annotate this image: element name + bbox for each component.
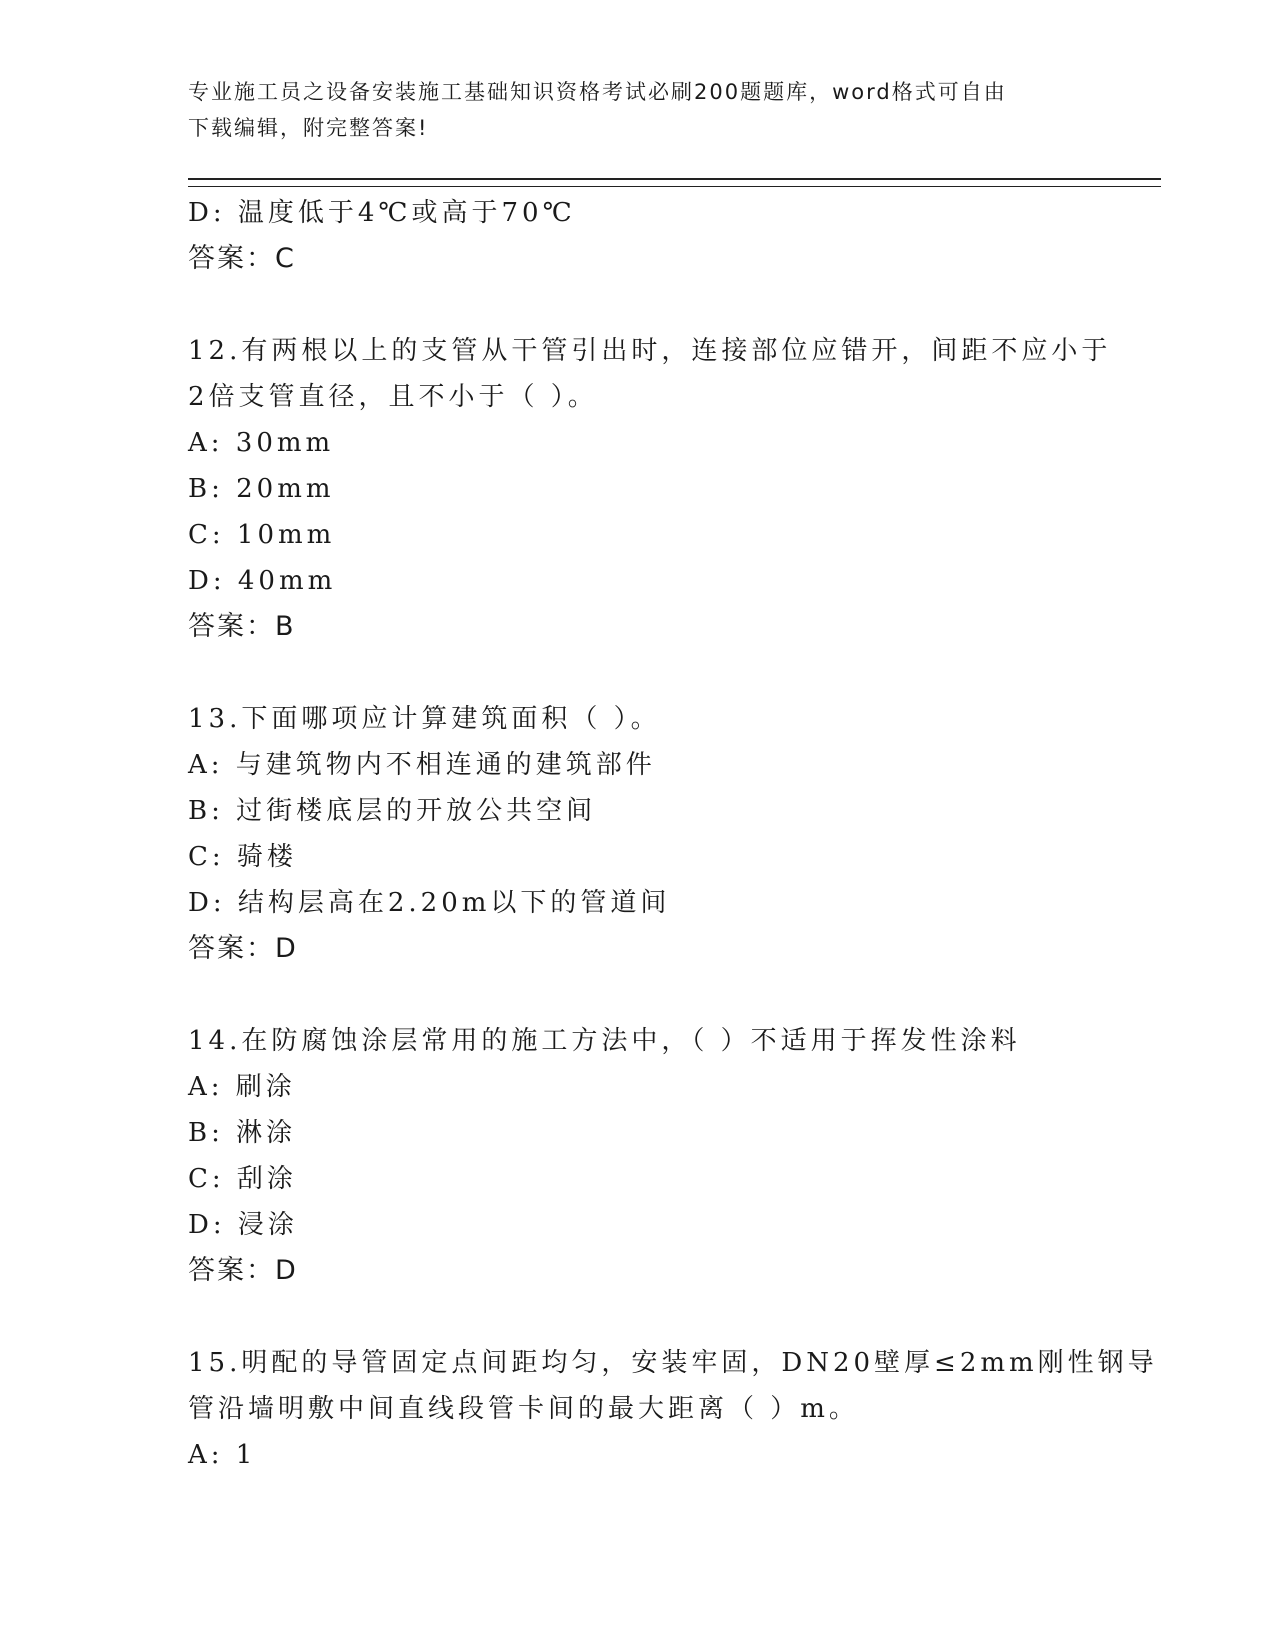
- option-c: C: 骑楼: [188, 842, 297, 872]
- option-a: A: 与建筑物内不相连通的建筑部件: [188, 750, 656, 780]
- answer-line: 答案：D: [188, 933, 298, 964]
- option-d: D: 结构层高在2.20m以下的管道间: [188, 888, 671, 918]
- option-c: C: 刮涂: [188, 1164, 297, 1194]
- option-d: D: 40mm: [188, 566, 337, 596]
- question-12: [188, 328, 1112, 650]
- question-spacer: [188, 1294, 1088, 1340]
- question-13: [188, 696, 1088, 972]
- header-divider: [188, 178, 1161, 187]
- option-d: D: 温度低于4℃或高于70℃: [188, 198, 576, 228]
- question-15: [188, 1340, 1158, 1478]
- question-stem-line: 13.下面哪项应计算建筑面积（ ）。: [188, 704, 661, 734]
- answer-line: 答案：B: [188, 611, 296, 642]
- document-header: [188, 74, 1088, 146]
- question-list: [188, 190, 1158, 1478]
- option-b: B: 20mm: [188, 474, 335, 504]
- question-spacer: [188, 282, 1088, 328]
- question-stem-line: 2倍支管直径，且不小于（ ）。: [188, 382, 598, 412]
- question-spacer: [188, 972, 1088, 1018]
- option-a: A: 30mm: [188, 428, 335, 458]
- question-stem-line: 12.有两根以上的支管从干管引出时，连接部位应错开，间距不应小于: [188, 336, 1112, 366]
- option-a: A: 刷涂: [188, 1072, 296, 1102]
- header-line-2: 下载编辑，附完整答案!: [188, 116, 429, 140]
- option-b: B: 过街楼底层的开放公共空间: [188, 796, 597, 826]
- answer-line: 答案：C: [188, 243, 296, 274]
- option-b: B: 淋涂: [188, 1118, 297, 1148]
- option-c: C: 10mm: [188, 520, 336, 550]
- question-stem-line: 15.明配的导管固定点间距均匀，安装牢固，DN20壁厚≤2mm刚性钢导: [188, 1348, 1158, 1378]
- question-14: [188, 1018, 1088, 1294]
- option-d: D: 浸涂: [188, 1210, 298, 1240]
- header-line-1: 专业施工员之设备安装施工基础知识资格考试必刷200题题库，word格式可自由: [188, 80, 1007, 104]
- option-a: A: 1: [188, 1440, 257, 1470]
- question-stem-line: 14.在防腐蚀涂层常用的施工方法中，（ ）不适用于挥发性涂料: [188, 1026, 1021, 1056]
- question-stem-line: 管沿墙明敷中间直线段管卡间的最大距离（ ）m。: [188, 1394, 859, 1424]
- answer-line: 答案：D: [188, 1255, 298, 1286]
- question-spacer: [188, 650, 1088, 696]
- question-11: [188, 190, 1088, 282]
